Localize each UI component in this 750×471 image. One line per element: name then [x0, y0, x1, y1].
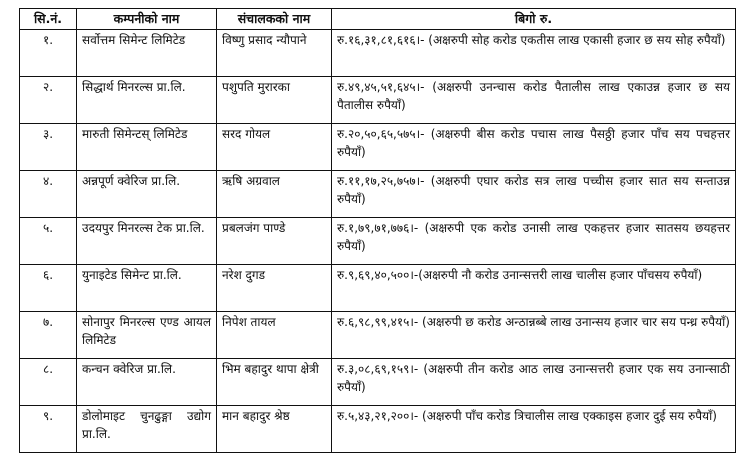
row-company: सोनापुर मिनरल्स एण्ड आयल लिमिटेड [77, 312, 217, 359]
row-fine: रु.१६,३१,८१,६१६।- (अक्षरुपी सोह करोड एकतीस लाख एकासी हजार छ सय सोह रुपैयाँ) [332, 30, 736, 77]
row-fine: रु.४९,४५,५१,६४५।- (अक्षरुपी उनन्चास करोड पैतालीस लाख एकाउन्न हजार छ सय पैतालीस रुपैयाँ) [332, 77, 736, 124]
header-sn: सि.नं. [20, 9, 77, 30]
table-row [20, 30, 736, 77]
row-fine: रु.५,४३,२१,२००।- (अक्षरुपी पाँच करोड त्रिचालीस लाख एक्काइस हजार दुई सय रुपैयाँ) [332, 406, 736, 453]
row-sn: ६. [20, 265, 77, 312]
row-fine: रु.११,१७,२५,७५७।- (अक्षरुपी एघार करोड सत्र लाख पच्चीस हजार सात सय सन्ताउन्न रुपैयाँ) [332, 171, 736, 218]
row-director: भिम बहादुर थापा क्षेत्री [217, 359, 332, 406]
table-row [20, 265, 736, 312]
header-row [20, 9, 736, 30]
row-sn: ९. [20, 406, 77, 453]
row-fine: रु.१,७९,७१,७७६।- (अक्षरुपी एक करोड उनासी लाख एकहत्तर हजार सातसय छयहत्तर रुपैयाँ) [332, 218, 736, 265]
row-sn: ५. [20, 218, 77, 265]
table-header [20, 9, 736, 30]
header-fine: बिगो रु. [332, 9, 736, 30]
row-director: नरेश दुगड [217, 265, 332, 312]
table-row [20, 77, 736, 124]
table-row [20, 312, 736, 359]
row-company: डोलोमाइट चुनढुङ्गा उद्योग प्रा.लि. [77, 406, 217, 453]
row-company: सर्वोत्तम सिमेन्ट लिमिटेड [77, 30, 217, 77]
table-row [20, 359, 736, 406]
row-sn: ४. [20, 171, 77, 218]
row-fine: रु.९,६९,४०,५००।-(अक्षरुपी नौ करोड उनान्सत्तरी लाख चालीस हजार पाँचसय रुपैयाँ) [332, 265, 736, 312]
row-fine: रु.२०,५०,६५,५७५।- (अक्षरुपी बीस करोड पचास लाख पैसठ्ठी हजार पाँच सय पचहत्तर रुपैयाँ) [332, 124, 736, 171]
table-row [20, 406, 736, 453]
row-director: मान बहादुर श्रेष्ठ [217, 406, 332, 453]
row-sn: ७. [20, 312, 77, 359]
row-sn: १. [20, 30, 77, 77]
header-company: कम्पनीको नाम [77, 9, 217, 30]
row-company: मारुती सिमेन्टस् लिमिटेड [77, 124, 217, 171]
row-director: विष्णु प्रसाद न्यौपाने [217, 30, 332, 77]
table-row [20, 218, 736, 265]
header-director: संचालकको नाम [217, 9, 332, 30]
row-company: अन्नपूर्ण क्वेरिज प्रा.लि. [77, 171, 217, 218]
row-sn: ८. [20, 359, 77, 406]
row-company: युनाइटेड सिमेन्ट प्रा.लि. [77, 265, 217, 312]
fine-table [19, 8, 736, 453]
row-company: उदयपुर मिनरल्स टेक प्रा.लि. [77, 218, 217, 265]
row-director: निपेश तायल [217, 312, 332, 359]
row-director: ऋषि अग्रवाल [217, 171, 332, 218]
table-row [20, 124, 736, 171]
row-sn: ३. [20, 124, 77, 171]
row-fine: रु.६,९८,९९,४१५।- (अक्षरुपी छ करोड अन्ठान्नब्बे लाख उनान्सय हजार चार सय पन्ध्र रुपैयाँ) [332, 312, 736, 359]
table-row [20, 171, 736, 218]
row-fine: रु.३,०८,६९,१५९।- (अक्षरुपी तीन करोड आठ लाख उनान्सत्तरी हजार एक सय उनान्साठी रुपैयाँ) [332, 359, 736, 406]
row-director: प्रबलजंग पाण्डे [217, 218, 332, 265]
row-director: सरद गोयल [217, 124, 332, 171]
row-director: पशुपति मुरारका [217, 77, 332, 124]
row-company: सिद्धार्थ मिनरल्स प्रा.लि. [77, 77, 217, 124]
table-body [20, 30, 736, 453]
row-company: कन्चन क्वेरिज प्रा.लि. [77, 359, 217, 406]
row-sn: २. [20, 77, 77, 124]
